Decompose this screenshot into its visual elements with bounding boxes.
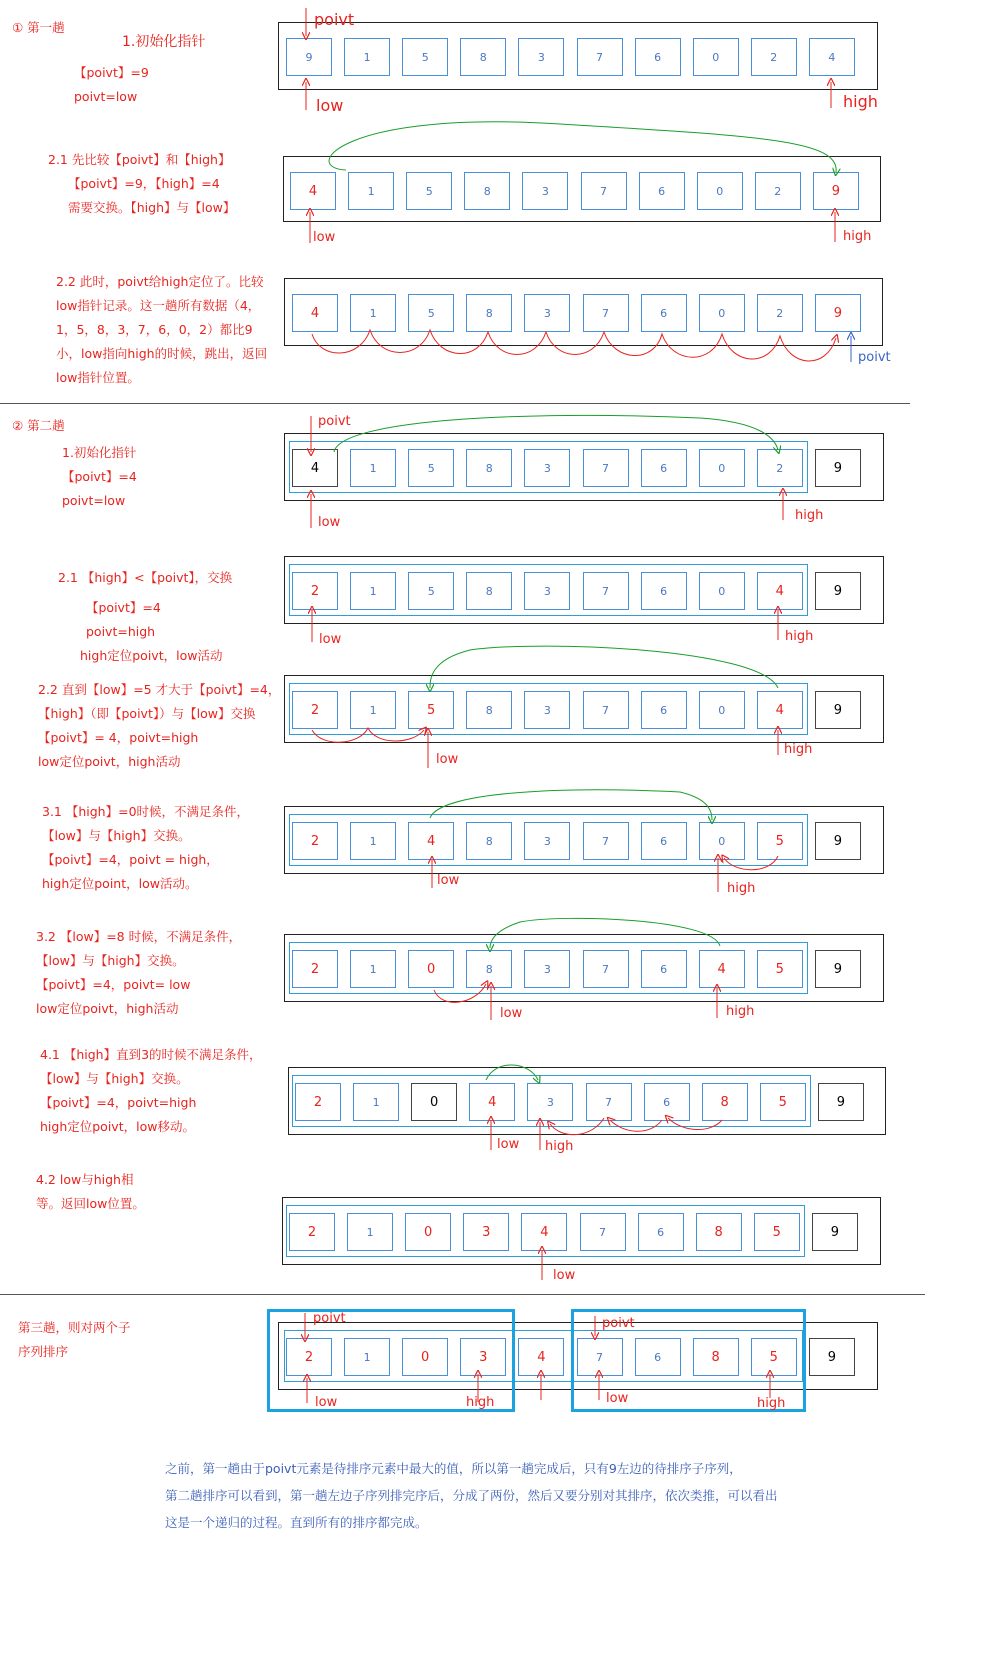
s2-31-line1: 3.1 【high】=0时候，不满足条件， [42,804,250,819]
s2-22-line3: 【poivt】= 4，poivt=high [38,730,199,745]
r7-high-scan-arrow [724,856,778,870]
r9-low-label: low [497,1137,520,1152]
array-r1-cell-6: 6 [635,38,681,76]
r3-low-scan-arrow [312,330,836,361]
section-third-line2: 序列排序 [18,1344,69,1359]
r11-right-low-label: low [606,1391,629,1406]
array-r5-cell-5: 7 [583,572,629,610]
array-r8-cell-4: 3 [524,950,570,988]
array-r2-cell-7: 0 [697,172,743,210]
array-r4-cell-4: 3 [524,449,570,487]
array-r7-cell-2: 4 [408,822,454,860]
array-r9-cell-0: 2 [295,1083,341,1121]
array-r1-cell-8: 2 [751,38,797,76]
array-r11-cell-1: 1 [344,1338,390,1376]
array-r4-cell-7: 0 [699,449,745,487]
array-r3-cell-6: 6 [641,294,687,332]
section-third-line1: 第三趟，则对两个子 [18,1320,131,1335]
s2-41-line2: 【low】与【high】交换。 [40,1071,189,1086]
array-r2-cell-8: 2 [755,172,801,210]
array-r3-cell-3: 8 [466,294,512,332]
array-r5-cell-4: 3 [524,572,570,610]
array-r3-cell-1: 1 [350,294,396,332]
s1-init-title: 1.初始化指针 [122,34,206,50]
s2-21-line3: poivt=high [86,624,156,639]
array-r7-cell-8: 5 [757,822,803,860]
array-r10-cell-6: 6 [638,1213,684,1251]
array-r9-cell-2: 0 [411,1083,457,1121]
r4-swap-arrow [334,415,778,452]
array-r11-cell-7: 8 [693,1338,739,1376]
array-r11-cell-9: 9 [809,1338,855,1376]
array-r9-cell-5: 7 [586,1083,632,1121]
array-r9-cell-4: 3 [527,1083,573,1121]
array-r5-cell-6: 6 [641,572,687,610]
r9-high-label: high [545,1139,574,1154]
r3-poivt-label: poivt [858,350,891,365]
array-r1-cell-5: 7 [577,38,623,76]
array-r2-cell-1: 1 [348,172,394,210]
s2-41-line4: high定位poivt，low移动。 [40,1119,195,1134]
s2-22-line2: 【high】（即【poivt】）与【low】交换 [38,706,256,721]
array-r6-cell-7: 0 [699,691,745,729]
r2-swap-arrow [329,122,836,172]
r8-low-scan-arrow [434,984,486,1002]
array-r5-cell-3: 8 [466,572,512,610]
r4-poivt-label: poivt [318,414,351,429]
array-r10-cell-9: 9 [812,1213,858,1251]
array-r10-cell-1: 1 [347,1213,393,1251]
r6-low-label: low [436,752,459,767]
array-r6-cell-6: 6 [641,691,687,729]
s1-22-line4: 小，low指向high的时候，跳出，返回 [56,346,268,361]
r6-swap-arrow [430,646,778,688]
r1-high-label: high [843,92,878,111]
s2-42-line2: 等。返回low位置。 [36,1196,145,1211]
array-r8-cell-9: 9 [815,950,861,988]
r10-low-label: low [553,1268,576,1283]
s2-32-line2: 【low】与【high】交换。 [36,953,185,968]
array-r5-cell-7: 0 [699,572,745,610]
r9-high-scan-1 [668,1118,722,1130]
s2-41-line3: 【poivt】=4，poivt=high [40,1095,197,1110]
array-r1-cell-3: 8 [460,38,506,76]
array-r10-cell-0: 2 [289,1213,335,1251]
r9-high-scan-3 [550,1118,604,1135]
array-r2-cell-5: 7 [581,172,627,210]
array-r4-cell-5: 7 [583,449,629,487]
array-r7-cell-1: 1 [350,822,396,860]
array-r7-cell-4: 3 [524,822,570,860]
array-r10-cell-8: 5 [754,1213,800,1251]
array-r9-cell-3: 4 [469,1083,515,1121]
s2-21-line1: 2.1 【high】<【poivt】，交换 [58,570,233,585]
array-r6-cell-1: 1 [350,691,396,729]
array-r9-cell-1: 1 [353,1083,399,1121]
array-r3-cell-7: 0 [699,294,745,332]
array-r6-cell-2: 5 [408,691,454,729]
note-line2: 第二趟排序可以看到，第一趟左边子序列排完序后，分成了两份，然后又要分别对其排序，依次类推，可以看出 [165,1488,778,1503]
array-r10-cell-2: 0 [405,1213,451,1251]
array-r7-cell-3: 8 [466,822,512,860]
array-r6-cell-0: 2 [292,691,338,729]
array-r4-cell-6: 6 [641,449,687,487]
array-r7-cell-9: 9 [815,822,861,860]
array-r2-cell-3: 8 [464,172,510,210]
s2-32-line3: 【poivt】=4，poivt= low [36,977,191,992]
s1-21-line3: 需要交换。【high】与【low】 [68,200,236,215]
s1-init-line1: 【poivt】=9 [74,65,149,80]
note-line1: 之前，第一趟由于poivt元素是待排序元素中最大的值，所以第一趟完成后，只有9左边的待排序子序列， [165,1461,742,1476]
s2-init-line1: 【poivt】=4 [62,469,137,484]
array-r11-cell-5: 7 [577,1338,623,1376]
array-r5-cell-8: 4 [757,572,803,610]
array-r11-cell-8: 5 [751,1338,797,1376]
array-r1-cell-0: 9 [286,38,332,76]
s1-22-line3: 1，5，8，3，7，6，0，2）都比9 [56,322,253,337]
r9-high-scan-2 [610,1120,662,1131]
array-r4-cell-1: 1 [350,449,396,487]
s2-22-line1: 2.2 直到【low】=5 才大于【poivt】=4， [38,682,281,697]
s2-22-line4: low定位poivt，high活动 [38,754,181,769]
array-r1-cell-2: 5 [402,38,448,76]
array-r5-cell-1: 1 [350,572,396,610]
array-r8-cell-5: 7 [583,950,629,988]
array-r6-cell-4: 3 [524,691,570,729]
array-r2-cell-6: 6 [639,172,685,210]
r11-right-poivt-label: poivt [602,1316,635,1331]
r11-left-high-label: high [466,1395,495,1410]
r8-high-label: high [726,1004,755,1019]
array-r9-cell-9: 9 [818,1083,864,1121]
array-r11-cell-2: 0 [402,1338,448,1376]
array-r1-cell-9: 4 [809,38,855,76]
array-r8-cell-1: 1 [350,950,396,988]
array-r2-cell-2: 5 [406,172,452,210]
r4-low-label: low [318,515,341,530]
array-r4-cell-3: 8 [466,449,512,487]
array-r6-cell-5: 7 [583,691,629,729]
s2-32-line4: low定位poivt，high活动 [36,1001,179,1016]
s1-22-line5: low指针位置。 [56,370,140,385]
r8-swap-arrow [490,918,720,948]
array-r1-cell-4: 3 [518,38,564,76]
r5-low-label: low [319,632,342,647]
array-r8-cell-0: 2 [292,950,338,988]
array-r6-cell-9: 9 [815,691,861,729]
array-r8-cell-8: 5 [757,950,803,988]
array-r3-cell-5: 7 [583,294,629,332]
array-r3-cell-0: 4 [292,294,338,332]
s1-init-line2: poivt=low [74,89,138,104]
array-r7-cell-5: 7 [583,822,629,860]
r1-poivt-label: poivt [314,10,355,29]
array-r2-cell-9: 9 [813,172,859,210]
array-r7-cell-6: 6 [641,822,687,860]
r11-left-low-label: low [315,1395,338,1410]
array-r6-cell-3: 8 [466,691,512,729]
array-r4-cell-8: 2 [757,449,803,487]
r6-high-label: high [784,742,813,757]
r6-low-scan-arrow [312,728,424,742]
r5-high-label: high [785,629,814,644]
s1-21-line2: 【poivt】=9，【high】=4 [68,176,220,191]
array-r3-cell-2: 5 [408,294,454,332]
array-r11-cell-0: 2 [286,1338,332,1376]
r8-low-label: low [500,1006,523,1021]
r7-high-label: high [727,881,756,896]
array-r6-cell-8: 4 [757,691,803,729]
array-r4-cell-0: 4 [292,449,338,487]
s1-21-line1: 2.1 先比较【poivt】和【high】 [48,152,231,167]
note-line3: 这是一个递归的过程。直到所有的排序都完成。 [165,1515,428,1530]
r2-high-label: high [843,229,872,244]
array-r8-cell-7: 4 [699,950,745,988]
array-r1-cell-7: 0 [693,38,739,76]
array-r8-cell-3: 8 [466,950,512,988]
array-r9-cell-6: 6 [644,1083,690,1121]
s2-31-line2: 【low】与【high】交换。 [42,828,191,843]
array-r11-cell-3: 3 [460,1338,506,1376]
array-r8-cell-2: 0 [408,950,454,988]
s2-31-line3: 【poivt】=4，poivt = high， [42,852,219,867]
array-r5-cell-2: 5 [408,572,454,610]
s2-init-title: 1.初始化指针 [62,445,137,460]
array-r10-cell-3: 3 [463,1213,509,1251]
r1-low-label: low [316,96,344,115]
s2-21-line2: 【poivt】=4 [86,600,161,615]
r2-low-label: low [313,230,336,245]
s1-22-line1: 2.2 此时，poivt给high定位了。比较 [56,274,264,289]
array-r10-cell-7: 8 [696,1213,742,1251]
array-r7-cell-0: 2 [292,822,338,860]
array-r2-cell-0: 4 [290,172,336,210]
array-r5-cell-9: 9 [815,572,861,610]
array-r9-cell-8: 5 [760,1083,806,1121]
s2-21-line4: high定位poivt，low活动 [80,648,223,663]
s1-22-line2: low指针记录。这一趟所有数据（4， [56,298,261,313]
r7-low-label: low [437,873,460,888]
array-r5-cell-0: 2 [292,572,338,610]
section-second-title: ② 第二趟 [12,418,65,433]
s2-31-line4: high定位point，low活动。 [42,876,198,891]
s2-41-line1: 4.1 【high】直到3的时候不满足条件， [40,1047,262,1062]
array-r3-cell-4: 3 [524,294,570,332]
array-r10-cell-4: 4 [521,1213,567,1251]
array-r9-cell-7: 8 [702,1083,748,1121]
array-r10-cell-5: 7 [580,1213,626,1251]
array-r7-cell-7: 0 [699,822,745,860]
array-r8-cell-6: 6 [641,950,687,988]
array-r4-cell-2: 5 [408,449,454,487]
r9-swap-arrow [486,1065,538,1080]
array-r2-cell-4: 3 [522,172,568,210]
section-first-title: ① 第一趟 [12,20,65,35]
r11-left-poivt-label: poivt [313,1311,346,1326]
array-r3-cell-9: 9 [815,294,861,332]
s2-init-line2: poivt=low [62,493,126,508]
array-r11-cell-6: 6 [635,1338,681,1376]
s2-32-line1: 3.2 【low】=8 时候，不满足条件， [36,929,242,944]
array-r11-cell-4: 4 [518,1338,564,1376]
s2-42-line1: 4.2 low与high相 [36,1172,134,1187]
r4-high-label: high [795,508,824,523]
array-r4-cell-9: 9 [815,449,861,487]
r11-right-high-label: high [757,1396,786,1411]
array-r3-cell-8: 2 [757,294,803,332]
array-r1-cell-1: 1 [344,38,390,76]
r7-swap-arrow [430,790,712,820]
